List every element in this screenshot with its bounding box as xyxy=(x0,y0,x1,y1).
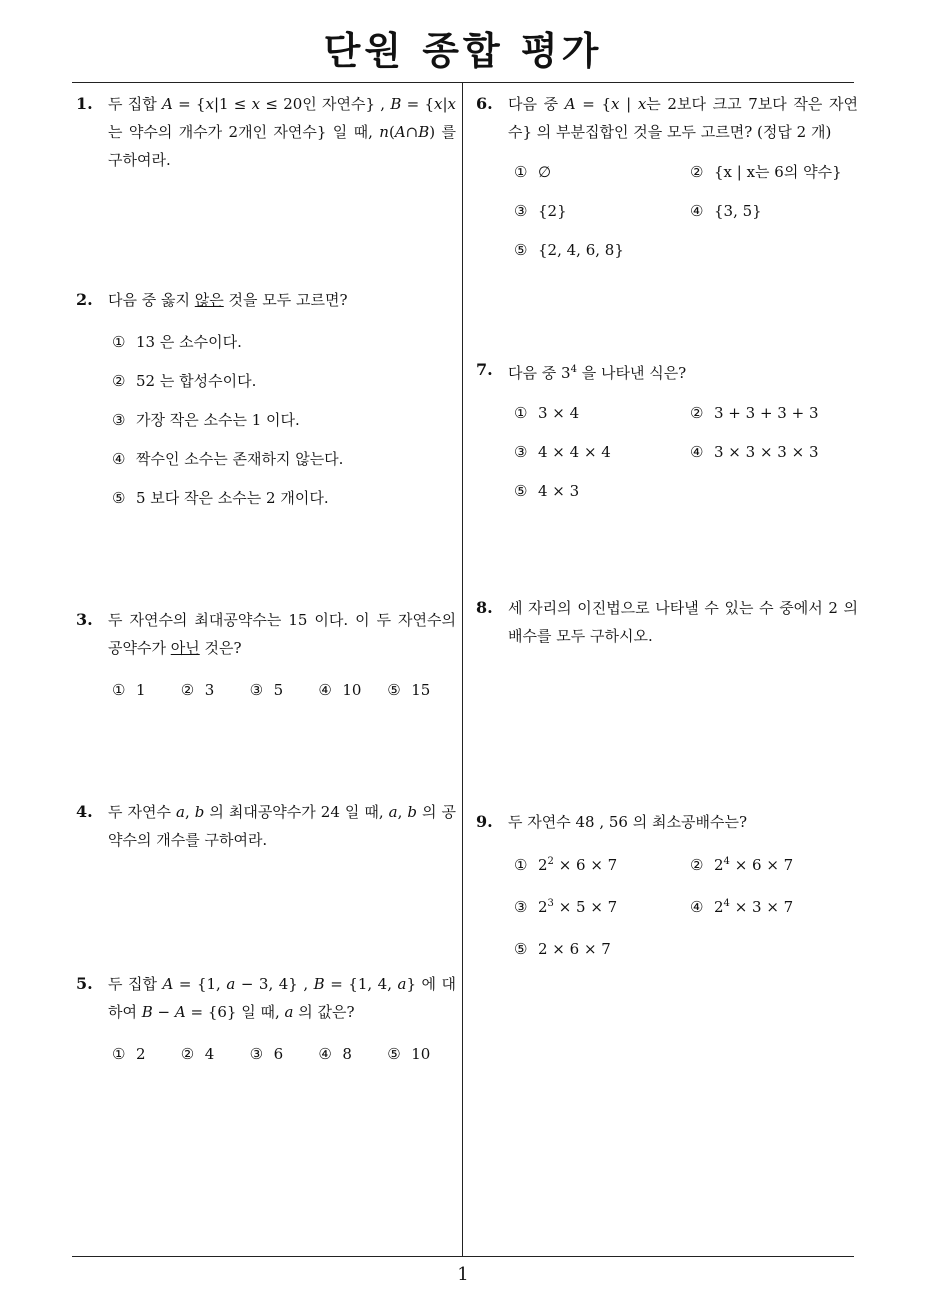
answer-choice[interactable]: ① 3 × 4 xyxy=(514,404,580,422)
question-6 xyxy=(476,90,858,264)
footer-rule xyxy=(72,1256,854,1257)
answer-choice[interactable]: ② 3 + 3 + 3 + 3 xyxy=(690,404,819,422)
answer-choice[interactable]: ① ∅ xyxy=(514,163,552,181)
question-4 xyxy=(76,798,456,854)
question-number: 2. xyxy=(76,290,93,309)
answer-choice[interactable]: ② 4 xyxy=(180,1045,215,1063)
answer-choice[interactable]: ③ 가장 작은 소수는 1 이다. xyxy=(112,411,300,429)
answer-choice[interactable]: ④ 3 × 3 × 3 × 3 xyxy=(690,443,819,461)
question-number: 3. xyxy=(76,610,93,629)
question-text: 다음 중 A = {x | x는 2보다 크고 7보다 작은 자연수} 의 부분집합인 것을 모두 고르면? (정답 2 개) xyxy=(508,95,858,141)
question-number: 6. xyxy=(476,94,493,113)
answer-choice[interactable]: ③ 6 xyxy=(249,1045,284,1063)
answer-choices xyxy=(112,1040,456,1068)
answer-choice[interactable]: ④ {3, 5} xyxy=(690,202,762,220)
answer-choices xyxy=(514,848,858,963)
question-text: 두 집합 A = {1, a − 3, 4} , B = {1, 4, a} 에 대하여 B − A = {6} 일 때, a 의 값은? xyxy=(108,975,456,1021)
answer-choice[interactable]: ⑤ 15 xyxy=(387,681,431,699)
header-rule xyxy=(72,82,854,83)
question-3 xyxy=(76,606,456,704)
question-text: 두 자연수의 최대공약수는 15 이다. 이 두 자연수의 공약수가 아닌 것은? xyxy=(108,611,456,657)
question-number: 8. xyxy=(476,598,493,617)
page-number: 1 xyxy=(457,1264,469,1285)
answer-choice[interactable]: ⑤ 2 × 6 × 7 xyxy=(514,940,611,958)
column-divider xyxy=(462,83,463,1256)
answer-choices xyxy=(112,676,456,704)
question-9 xyxy=(476,808,858,963)
question-text: 다음 중 옳지 않은 것을 모두 고르면? xyxy=(108,291,348,309)
answer-choice[interactable]: ③ 5 xyxy=(249,681,284,699)
answer-choices xyxy=(514,158,858,264)
question-text: 두 집합 A = {x|1 ≤ x ≤ 20인 자연수} , B = {x|x는 약수의 개수가 2개인 자연수} 일 때, n(A∩B) 를 구하여라. xyxy=(108,95,457,169)
answer-choice[interactable]: ① 2 xyxy=(112,1045,146,1063)
question-text: 다음 중 $3^4$ 을 나타낸 식은? xyxy=(508,364,687,382)
answer-choice[interactable]: ③ $2^3 \times 5 \times 7$ xyxy=(514,898,618,916)
answer-choice[interactable]: ③ {2} xyxy=(514,202,567,220)
question-1 xyxy=(76,90,456,174)
answer-choice[interactable]: ⑤ 4 × 3 xyxy=(514,482,580,500)
question-number: 7. xyxy=(476,360,493,379)
question-5 xyxy=(76,970,456,1068)
question-number: 5. xyxy=(76,974,93,993)
answer-choice[interactable]: ① 13 은 소수이다. xyxy=(112,333,242,351)
question-text: 세 자리의 이진법으로 나타낼 수 있는 수 중에서 2 의 배수를 모두 구하시오. xyxy=(508,599,858,645)
page-title: 단원 종합 평가 xyxy=(323,29,603,73)
answer-choice[interactable]: ④ 10 xyxy=(318,681,362,699)
question-number: 1. xyxy=(76,94,93,113)
answer-choice[interactable]: ⑤ 10 xyxy=(387,1045,431,1063)
answer-choice[interactable]: ④ $2^4 \times 3 \times 7$ xyxy=(690,898,794,916)
answer-choice[interactable]: ① $2^2 \times 6 \times 7$ xyxy=(514,856,618,874)
answer-choice[interactable]: ② $2^4 \times 6 \times 7$ xyxy=(690,856,794,874)
question-number: 4. xyxy=(76,802,93,821)
question-2 xyxy=(76,286,456,523)
answer-choices xyxy=(112,328,456,523)
answer-choice[interactable]: ② {x | x는 6의 약수} xyxy=(690,163,842,181)
question-number: 9. xyxy=(476,812,493,831)
question-text: 두 자연수 a, b 의 최대공약수가 24 일 때, a, b 의 공약수의 개수를 구하여라. xyxy=(108,803,456,849)
answer-choice[interactable]: ② 3 xyxy=(180,681,215,699)
answer-choice[interactable]: ⑤ 5 보다 작은 소수는 2 개이다. xyxy=(112,489,329,507)
answer-choice[interactable]: ④ 짝수인 소수는 존재하지 않는다. xyxy=(112,450,344,468)
answer-choice[interactable]: ④ 8 xyxy=(318,1045,352,1063)
answer-choice[interactable]: ① 1 xyxy=(112,681,146,699)
question-7 xyxy=(476,356,858,505)
answer-choice[interactable]: ⑤ {2, 4, 6, 8} xyxy=(514,241,624,259)
answer-choice[interactable]: ③ 4 × 4 × 4 xyxy=(514,443,611,461)
answer-choices xyxy=(514,399,858,505)
question-8 xyxy=(476,594,858,650)
answer-choice[interactable]: ② 52 는 합성수이다. xyxy=(112,372,257,390)
question-text: 두 자연수 48 , 56 의 최소공배수는? xyxy=(508,813,747,831)
